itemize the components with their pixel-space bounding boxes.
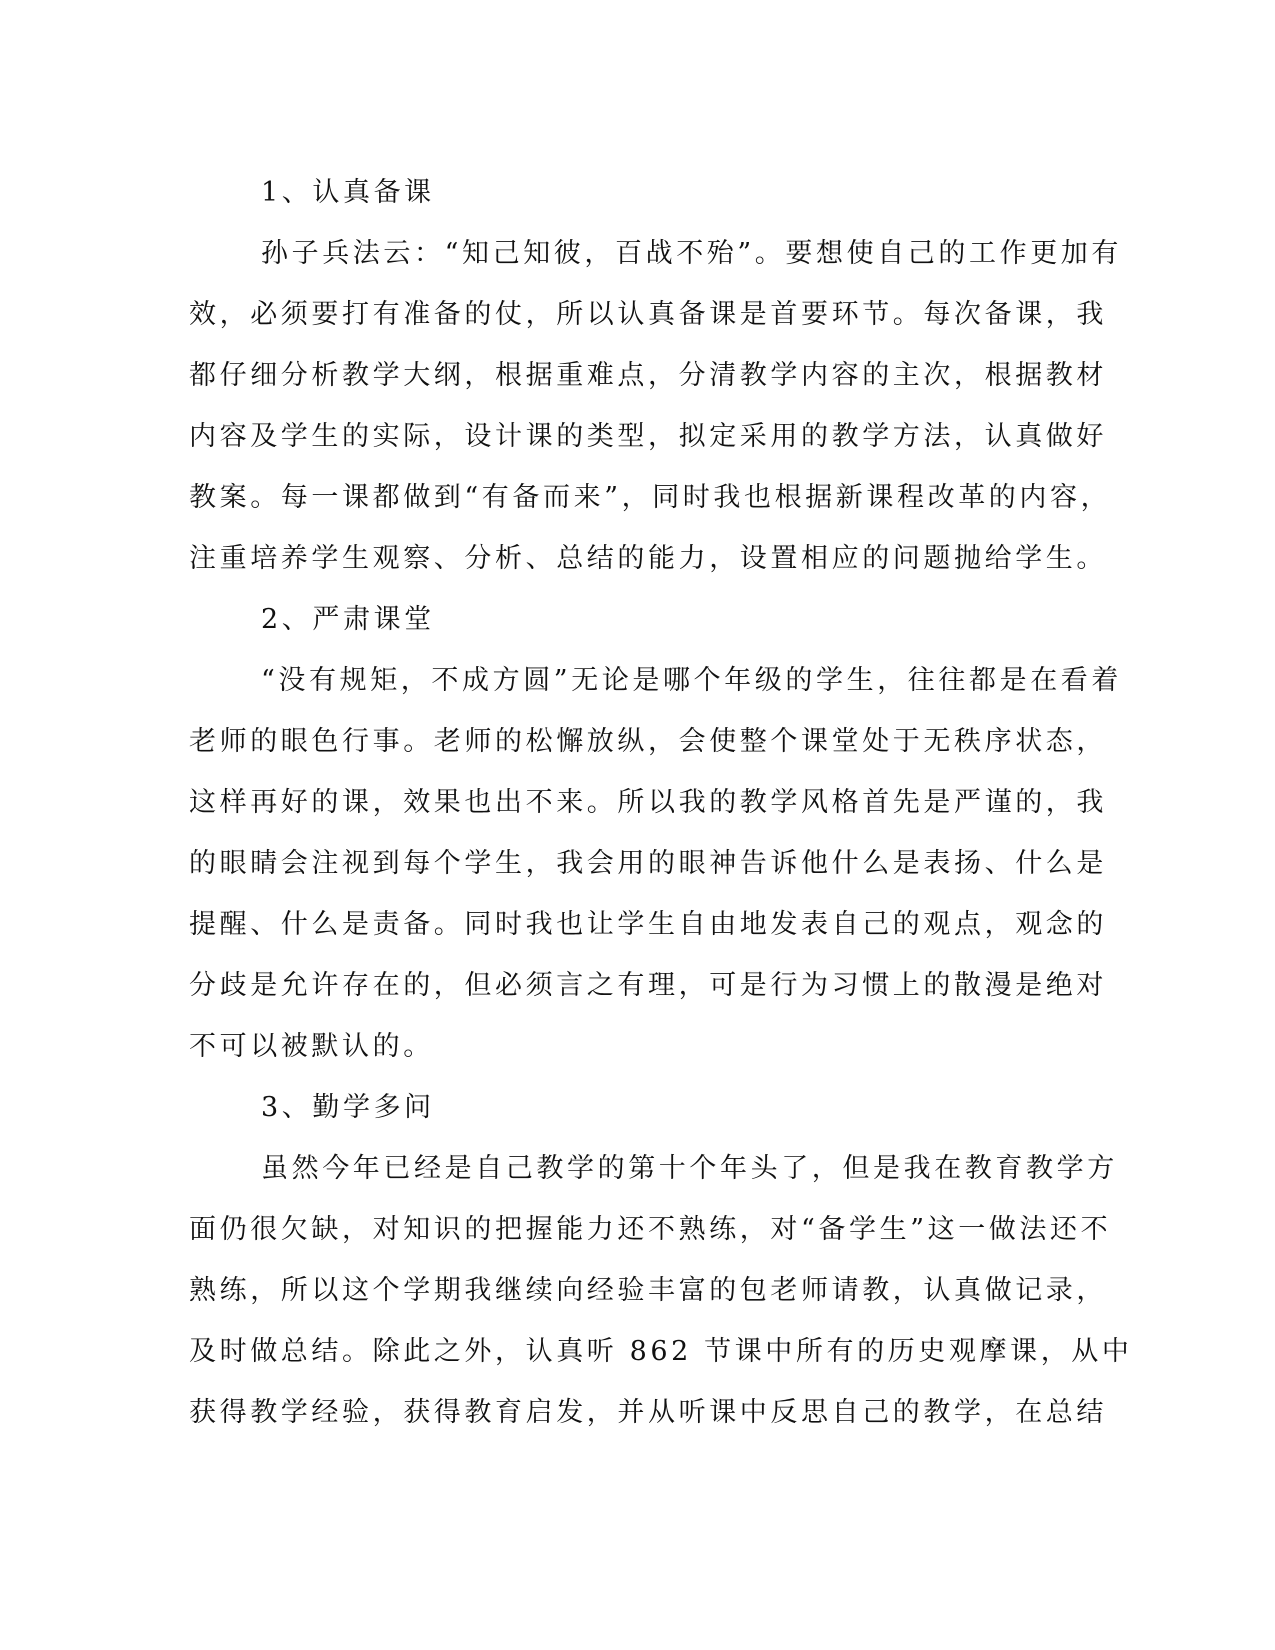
paragraph-line: 都仔细分析教学大纲，根据重难点，分清教学内容的主次，根据教材 xyxy=(189,360,1107,391)
paragraph-line: 的眼睛会注视到每个学生，我会用的眼神告诉他什么是表扬、什么是 xyxy=(189,848,1107,879)
paragraph-line: 虽然今年已经是自己教学的第十个年头了，但是我在教育教学方 xyxy=(261,1153,1118,1184)
paragraph-line: “没有规矩，不成方圆”无论是哪个年级的学生，往往都是在看着 xyxy=(261,665,1123,696)
document-body xyxy=(189,162,1133,1443)
paragraph-line: 及时做总结。除此之外，认真听 862 节课中所有的历史观摩课，从中 xyxy=(189,1336,1133,1367)
paragraph-line: 内容及学生的实际，设计课的类型，拟定采用的教学方法，认真做好 xyxy=(189,421,1107,452)
paragraph-line: 提醒、什么是责备。同时我也让学生自由地发表自己的观点，观念的 xyxy=(189,909,1107,940)
paragraph-line: 面仍很欠缺，对知识的把握能力还不熟练，对“备学生”这一做法还不 xyxy=(189,1214,1112,1245)
paragraph-line: 熟练，所以这个学期我继续向经验丰富的包老师请教，认真做记录， xyxy=(189,1275,1107,1306)
paragraph-line: 孙子兵法云：“知己知彼，百战不殆”。要想使自己的工作更加有 xyxy=(261,238,1123,269)
paragraph-line: 效，必须要打有准备的仗，所以认真备课是首要环节。每次备课，我 xyxy=(189,299,1107,330)
paragraph-line: 获得教学经验，获得教育启发，并从听课中反思自己的教学，在总结 xyxy=(189,1397,1107,1428)
paragraph-line: 分歧是允许存在的，但必须言之有理，可是行为习惯上的散漫是绝对 xyxy=(189,970,1107,1001)
section-heading-2: 2、严肃课堂 xyxy=(261,604,435,635)
section-heading-3: 3、勤学多问 xyxy=(261,1092,435,1123)
section-heading-1: 1、认真备课 xyxy=(261,177,435,208)
paragraph-line: 教案。每一课都做到“有备而来”，同时我也根据新课程改革的内容， xyxy=(189,482,1112,513)
paragraph-line: 老师的眼色行事。老师的松懈放纵，会使整个课堂处于无秩序状态， xyxy=(189,726,1107,757)
paragraph-line: 注重培养学生观察、分析、总结的能力，设置相应的问题抛给学生。 xyxy=(189,543,1107,574)
paragraph-line: 不可以被默认的。 xyxy=(189,1031,434,1062)
paragraph-line: 这样再好的课，效果也出不来。所以我的教学风格首先是严谨的，我 xyxy=(189,787,1107,818)
